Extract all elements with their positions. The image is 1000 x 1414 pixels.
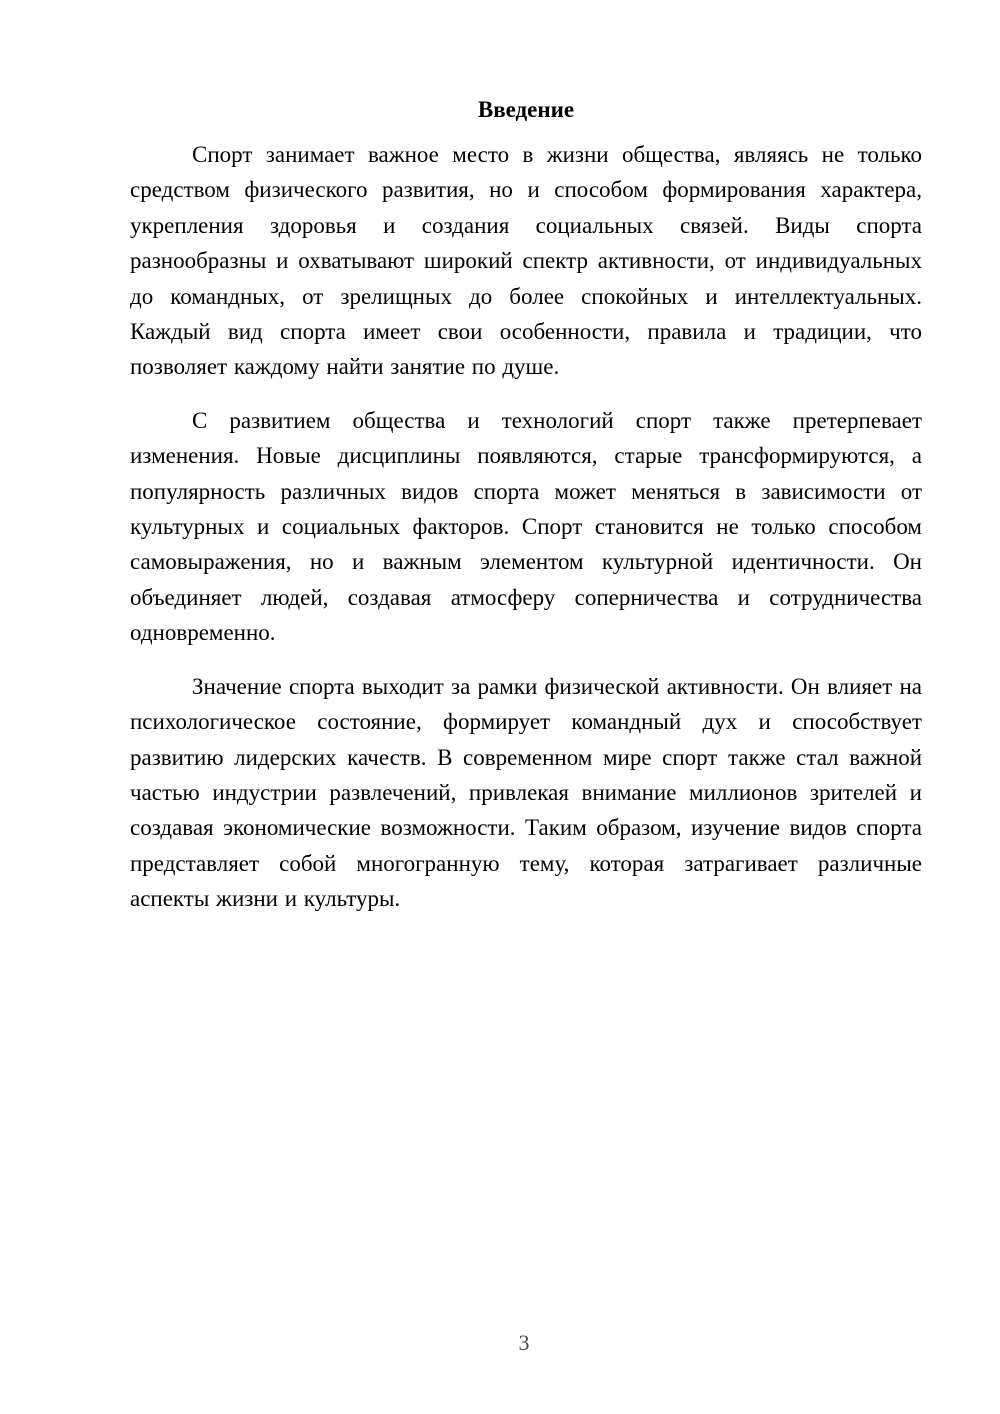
paragraph-intro-3: Значение спорта выходит за рамки физической активности. Он влияет на психологическое состояние, формирует командный дух и способствует развитию лидерских качеств. В современном мире спорт также стал важной частью индустрии развлечений, привлекая внимание миллионов зрителей и создавая экономические возможности. Таким образом, изучение видов спорта представляет собой многогранную тему, которая затрагивает различные аспекты жизни и культуры. xyxy=(130,673,922,912)
paragraph-intro-2: С развитием общества и технологий спорт также претерпевает изменения. Новые дисциплины появляются, старые трансформируются, а популярность различных видов спорта может меняться в зависимости от культурных и социальных факторов. Спорт становится не только способом самовыражения, но и важным элементом культурной идентичности. Он объединяет людей, создавая атмосферу соперничества и сотрудничества одновременно. xyxy=(130,407,922,646)
page-title: Введение xyxy=(477,97,575,122)
page-number: 3 xyxy=(518,1330,530,1355)
paragraph-intro-1: Спорт занимает важное место в жизни общества, являясь не только средством физического развития, но и способом формирования характера, укрепления здоровья и создания социальных связей. Виды спорта разнообразны и охватывают широкий спектр активности, от индивидуальных до командных, от зрелищных до более спокойных и интеллектуальных. Каждый вид спорта имеет свои особенности, правила и традиции, что позволяет каждому найти занятие по душе. xyxy=(130,142,922,380)
document-body xyxy=(130,137,922,917)
